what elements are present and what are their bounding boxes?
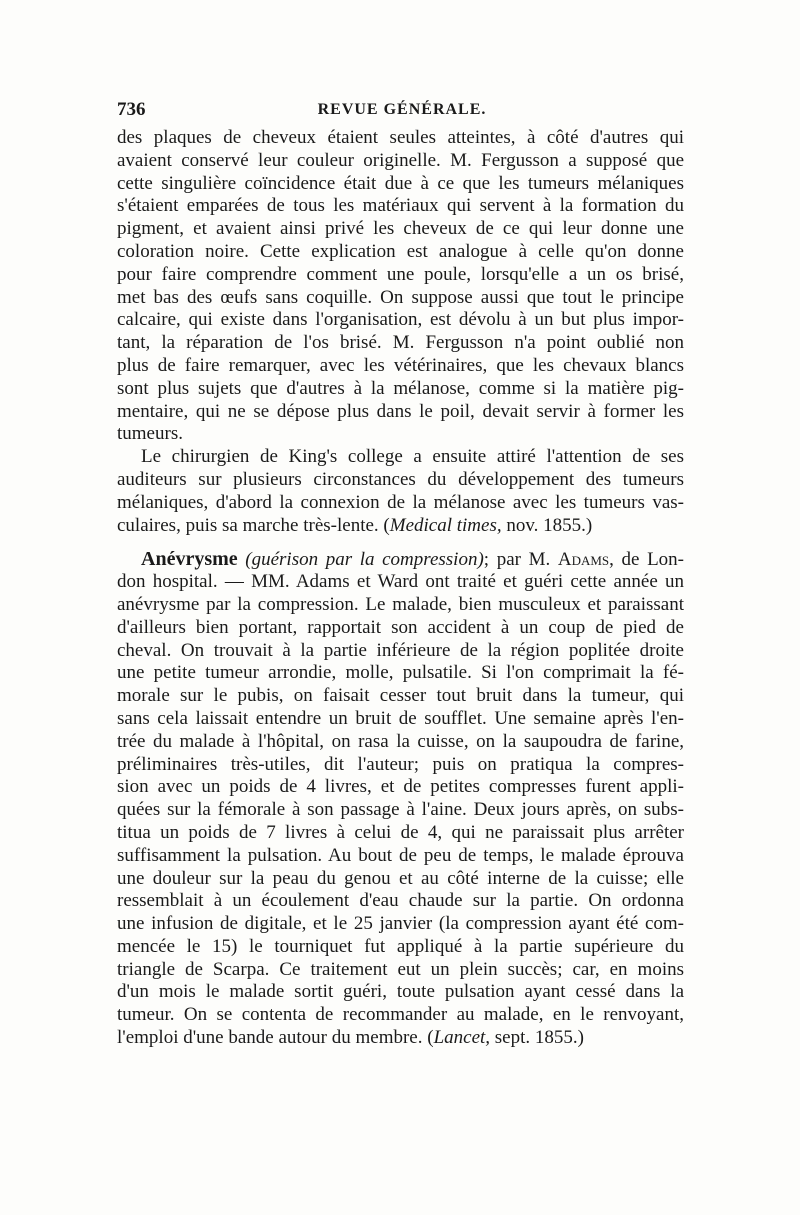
- text-line: auditeurs sur plusieurs circonstances du développement des tumeurs: [117, 468, 684, 490]
- citation-date: nov. 1855.): [501, 514, 593, 536]
- text-line: une douleur sur la peau du genou et au côté interne de la cuisse; elle: [117, 867, 684, 889]
- paragraph-melanose-continued: [117, 127, 684, 446]
- text-line: mencée le 15) le tourniquet fut appliqué à la partie supérieure du: [117, 935, 684, 957]
- text-line: tant, la réparation de l'os brisé. M. Fergusson n'a point oublié non: [117, 332, 684, 354]
- text-line: triangle de Scarpa. Ce traitement eut un plein succès; car, en moins: [117, 958, 684, 980]
- line-text: ; par M.: [483, 549, 558, 571]
- text-line: [117, 1027, 684, 1050]
- text-line: anévrysme par la compression. Le malade, bien musculeux et paraissant: [117, 593, 684, 615]
- text-line: [117, 548, 684, 571]
- section-subtitle: (guérison par la compression): [237, 549, 484, 571]
- text-line: avaient conservé leur couleur originelle. M. Fergusson a supposé que: [117, 149, 684, 171]
- text-line: d'ailleurs bien portant, rapportait son accident à un coup de pied de: [117, 616, 684, 638]
- text-line: sont plus sujets que d'autres à la mélanose, comme si la matière pig-: [117, 377, 684, 399]
- text-line: [117, 515, 684, 538]
- citation-date: sept. 1855.): [490, 1027, 584, 1049]
- text-line: s'étaient emparées de tous les matériaux qui servent à la formation du: [117, 195, 684, 217]
- text-line: morale sur le pubis, on faisait cesser tout bruit dans la tumeur, qui: [117, 685, 684, 707]
- text-line: des plaques de cheveux étaient seules atteintes, à côté d'autres qui: [117, 127, 684, 148]
- text-line: mélaniques, d'abord la connexion de la mélanose avec les tumeurs vas-: [117, 491, 684, 513]
- text-line: suffisamment la pulsation. Au bout de peu de temps, le malade éprouva: [117, 844, 684, 866]
- text-line: pour faire comprendre comment une poule, lorsqu'elle a un os brisé,: [117, 263, 684, 285]
- text-line: tumeur. On se contenta de recommander au malade, en le renvoyant,: [117, 1004, 684, 1026]
- text-line: don hospital. — MM. Adams et Ward ont traité et guéri cette année un: [117, 571, 684, 593]
- body-text: [117, 127, 684, 1050]
- paragraph-kings-college: [117, 446, 684, 537]
- text-line: sion avec un poids de 4 livres, et de petites compresses furent appli-: [117, 776, 684, 798]
- line-text: culaires, puis sa marche très-lente. (: [117, 514, 390, 536]
- text-line: Le chirurgien de King's college a ensuite attiré l'attention de ses: [141, 446, 684, 468]
- text-line: pigment, et avaient ainsi privé les cheveux de ce qui leur donne une: [117, 218, 684, 240]
- text-line: d'un mois le malade sortit guéri, toute pulsation ayant cessé dans la: [117, 981, 684, 1003]
- text-line: plus de faire remarquer, avec les vétérinaires, que les chevaux blancs: [117, 354, 684, 376]
- text-line: une petite tumeur arrondie, molle, pulsatile. Si l'on comprimait la fé-: [117, 662, 684, 684]
- text-line: titua un poids de 7 livres à celui de 4, qui ne paraissait plus arrêter: [117, 821, 684, 843]
- text-line: trée du malade à l'hôpital, on rasa la cuisse, on la saupoudra de farine,: [117, 730, 684, 752]
- section-heading: Anévrysme: [141, 548, 238, 571]
- text-line: quées sur la fémorale à son passage à l'aine. Deux jours après, on subs-: [117, 799, 684, 821]
- text-line: coloration noire. Cette explication est analogue à celle qu'on donne: [117, 240, 684, 262]
- text-line: calcaire, qui existe dans l'organisation, est dévolu à un but plus impor-: [117, 309, 684, 331]
- line-text: , de Lon-: [609, 549, 684, 571]
- page-header: [117, 97, 687, 123]
- source-citation: Lancet,: [433, 1027, 491, 1049]
- section-gap: [117, 537, 684, 548]
- source-citation: Medical times,: [389, 514, 502, 536]
- page-number: 736: [117, 99, 146, 120]
- text-line: cette singulière coïncidence était due à ce que les tumeurs mélaniques: [117, 172, 684, 194]
- text-line: préliminaires très-utiles, dit l'auteur; puis on pratiqua la compres-: [117, 753, 684, 775]
- paragraph-anevrysme: [117, 548, 684, 1050]
- text-line: tumeurs.: [117, 423, 183, 445]
- text-line: sans cela laissait entendre un bruit de soufflet. Une semaine après l'en-: [117, 707, 684, 729]
- line-text: l'emploi d'une bande autour du membre. (: [117, 1027, 434, 1049]
- running-head: REVUE GÉNÉRALE.: [317, 101, 487, 118]
- text-line: met bas des œufs sans coquille. On suppose aussi que tout le principe: [117, 286, 684, 308]
- author-name: Adams: [557, 549, 610, 571]
- text-line: une infusion de digitale, et le 25 janvier (la compression ayant été com-: [117, 913, 684, 935]
- text-line: ressemblait à un écoulement d'eau chaude sur la partie. On ordonna: [117, 890, 684, 912]
- text-line: cheval. On trouvait à la partie inférieure de la région poplitée droite: [117, 639, 684, 661]
- text-line: mentaire, qui ne se dépose plus dans le poil, devait servir à former les: [117, 400, 684, 422]
